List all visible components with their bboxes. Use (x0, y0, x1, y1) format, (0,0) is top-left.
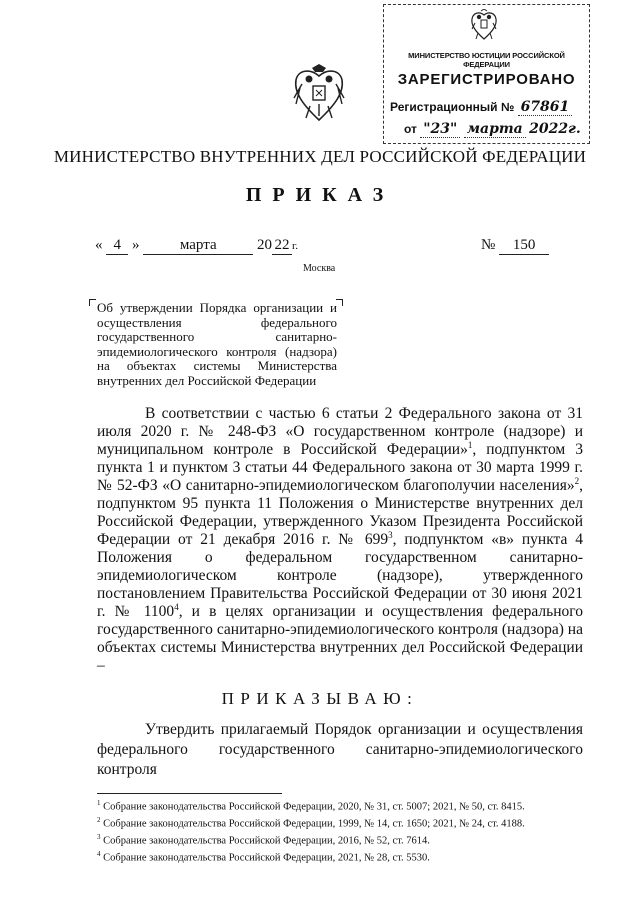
stamp-ministry: МИНИСТЕРСТВО ЮСТИЦИИ РОССИЙСКОЙ ФЕДЕРАЦИИ (408, 51, 565, 69)
registration-stamp (383, 4, 590, 144)
stamp-title: ЗАРЕГИСТРИРОВАНО (397, 71, 576, 88)
number-value: 150 (499, 237, 549, 255)
order-title: Об утверждении Порядка организации и осуществления федерального государственного санитарно-эпидемиологического контроля (надзора) на объектах системы Министерства внутренних дел Российской Федерации (97, 300, 337, 388)
footnote-text: Собрание законодательства Российской Федерации, 2021, № 28, ст. 5530. (100, 852, 430, 864)
small-coat-of-arms-icon (469, 9, 499, 43)
date-close-quote: » (132, 237, 140, 253)
date-year-suffix: 22 (272, 237, 292, 255)
order-date (95, 237, 298, 255)
footnote-text: Собрание законодательства Российской Федерации, 2020, № 31, ст. 5007; 2021, № 50, ст. 8415. (100, 801, 525, 813)
stamp-date-day: "23" (420, 121, 460, 138)
preamble-part-2: , подпунктом 3 пункта 1 и пунктом 3 статьи 44 Федерального закона от 30 марта 1999 г. № 52-ФЗ «О санитарно-эпидемиологическом благополучии населения» (97, 441, 584, 494)
date-year-prefix: 20 (257, 237, 272, 253)
footnote-ref-4: 4 (174, 601, 179, 612)
footnote-mark: 2 (97, 816, 101, 824)
footnotes (97, 797, 567, 865)
footnote-text: Собрание законодательства Российской Федерации, 2016, № 52, ст. 7614. (100, 835, 430, 847)
title-corner-left (89, 299, 96, 306)
footnote-ref-2: 2 (574, 475, 580, 486)
footnote-4 (97, 848, 567, 865)
order-number (481, 237, 549, 255)
ministry-heading: МИНИСТЕРСТВО ВНУТРЕННИХ ДЕЛ РОССИЙСКОЙ ФЕДЕРАЦИИ (53, 147, 587, 166)
stamp-reg-label: Регистрационный № (390, 100, 515, 114)
stamp-date-line (404, 121, 581, 138)
date-day: 4 (106, 237, 128, 255)
order-title-block (97, 301, 337, 388)
footnote-1 (97, 797, 567, 814)
footnote-ref-3: 3 (388, 529, 393, 540)
preamble-part-4: , подпунктом «в» пункта 4 Положения о федеральном государственном санитарно-эпидемиологическом контроле (надзоре), утвержденного постановлением Правительства Российской Федерации от 30 июня 2021 г. № 1100 (97, 531, 583, 620)
stamp-reg-number: 67861 (518, 99, 573, 116)
stamp-reg-line (390, 99, 572, 116)
order-word: ПРИКАЗЫВАЮ: (221, 689, 419, 708)
preamble-part-1: В соответствии с частью 6 статьи 2 Федерального закона от 31 июля 2020 г. № 248-ФЗ «О государственном контроле (надзоре) и муниципальном контроле в Российской Федерации» (97, 405, 583, 458)
footnote-mark: 1 (97, 799, 101, 807)
footnote-divider (97, 793, 282, 794)
stamp-date-month: марта (464, 121, 526, 138)
footnote-3 (97, 831, 567, 848)
stamp-date-prefix: от (404, 122, 417, 136)
footnote-text: Собрание законодательства Российской Федерации, 1999, № 14, ст. 1650; 2021, № 24, ст. 4188. (100, 818, 525, 830)
number-label: № (481, 237, 496, 253)
footnote-mark: 3 (97, 833, 101, 841)
preamble-paragraph (97, 405, 583, 675)
date-open-quote: « (95, 237, 103, 253)
footnote-2 (97, 814, 567, 831)
document-type: ПРИКАЗ (245, 184, 395, 206)
stamp-date-year: 2022г. (529, 121, 581, 137)
title-corner-right (336, 299, 343, 306)
footnote-ref-1: 1 (467, 439, 473, 450)
order-clause: Утвердить прилагаемый Порядок организации и осуществления федерального государственного санитарно-эпидемиологического контроля (97, 721, 583, 778)
city: Москва (303, 263, 336, 274)
footnote-mark: 4 (97, 850, 101, 858)
date-month: марта (143, 237, 253, 255)
preamble-part-3: , подпунктом 95 пункта 11 Положения о Министерстве внутренних дел Российской Федерации, утвержденного Указом Президента Российской Федерации от 21 декабря 2016 г. № 699 (97, 477, 583, 548)
preamble-part-5: , и в целях организации и осуществления федерального государственного санитарно-эпидемиологического контроля (надзора) на объектах системы Министерства внутренних дел Российской Федерации – (97, 603, 583, 674)
date-year-mark: г. (292, 240, 299, 252)
coat-of-arms-icon (290, 64, 348, 124)
